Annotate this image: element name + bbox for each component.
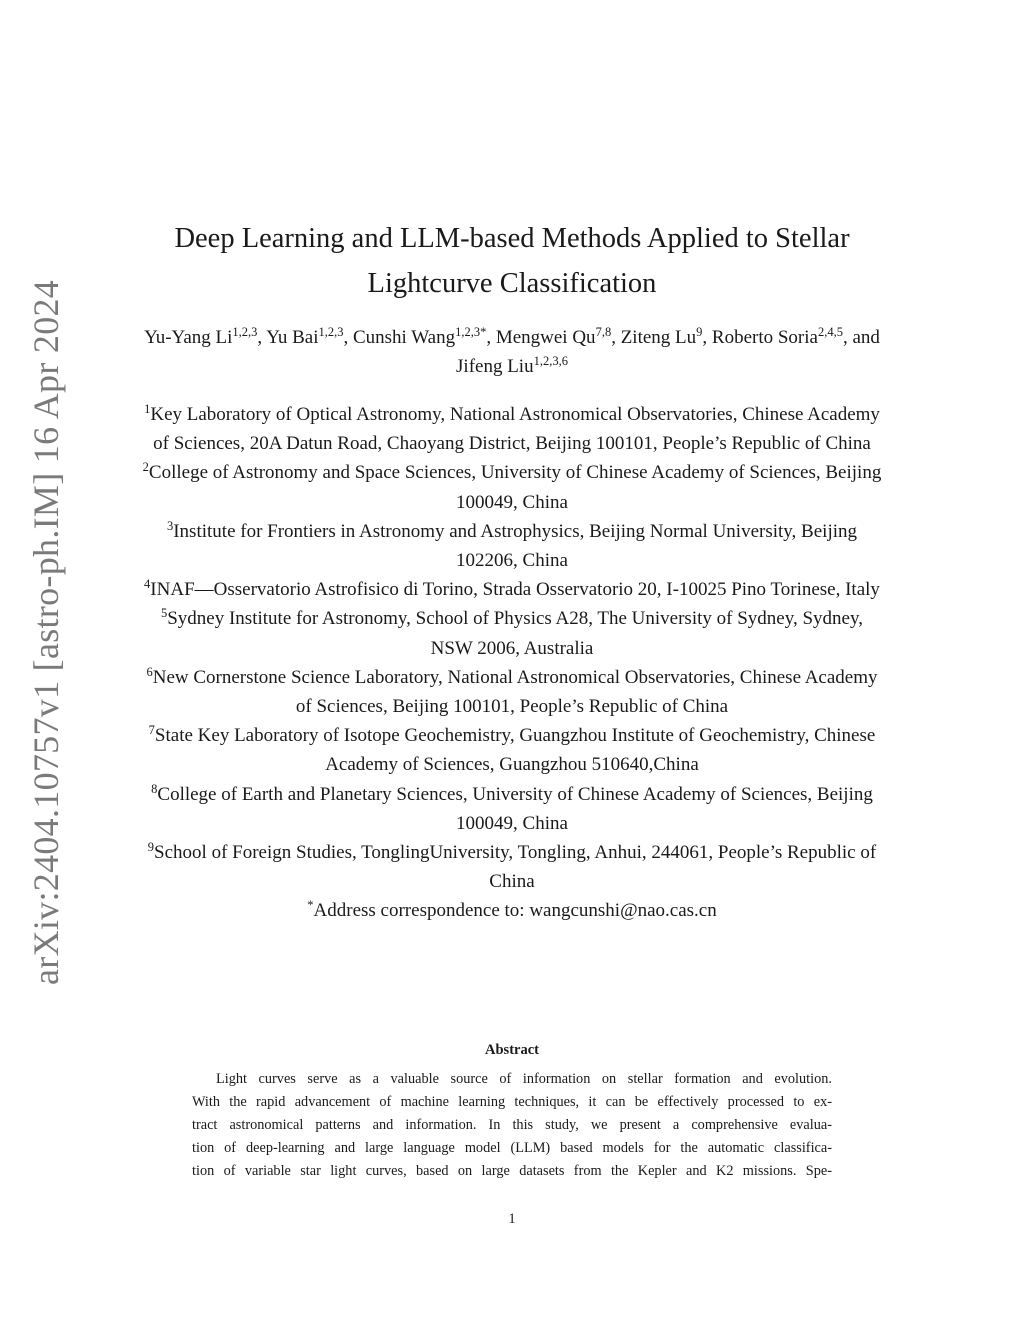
abstract-line: Light curves serve as a valuable source of information on stellar formation and evolution. <box>216 1071 832 1087</box>
page-number: 1 <box>508 1211 516 1227</box>
affiliation: $^6$New Cornerstone Science Laboratory, National Astronomical Observatories, Chinese Academy of Sciences, Beijing 100101, People’s Republic of China <box>146 664 878 718</box>
affiliation: $^7$State Key Laboratory of Isotope Geochemistry, Guangzhou Institute of Geochemistry, Chinese Academy of Sciences, Guangzhou 510640,China <box>148 723 876 776</box>
abstract-heading: Abstract <box>485 1042 539 1058</box>
affiliation: $^2$College of Astronomy and Space Sciences, University of Chinese Academy of Sciences, Beijing 100049, China <box>142 460 882 513</box>
correspondence-note: *Address correspondence to: wangcunshi@nao.cas.cn <box>307 898 717 922</box>
author-list <box>140 323 884 381</box>
affiliation: $^5$Sydney Institute for Astronomy, School of Physics A28, The University of Sydney, Sydney, NSW 2006, Australia <box>160 606 863 659</box>
author: Yu Bai$^{1,2,3}$, <box>266 325 353 348</box>
affiliation-list <box>140 400 884 926</box>
abstract-line: With the rapid advancement of machine learning techniques, it can be effectively processed to ex- <box>192 1094 832 1110</box>
abstract-line: tract astronomical patterns and information. In this study, we present a comprehensive evalua- <box>192 1117 832 1133</box>
abstract-body <box>192 1068 832 1183</box>
affiliation: $^1$Key Laboratory of Optical Astronomy, National Astronomical Observatories, Chinese Academy of Sciences, 20A Datun Road, Chaoyang District, Beijing 100101, People’s Republic of China <box>144 402 880 455</box>
author: Roberto Soria$^{2,4,5}$, and <box>711 325 880 348</box>
author: Yu-Yang Li$^{1,2,3}$, <box>144 325 267 348</box>
affiliation: $^3$Institute for Frontiers in Astronomy and Astrophysics, Beijing Normal University, Beijing 102206, China <box>166 518 858 572</box>
abstract-line: tion of deep-learning and large language model (LLM) based models for the automatic classifica- <box>192 1140 832 1156</box>
affiliation: $^4$INAF—Osservatorio Astrofisico di Torino, Strada Osservatorio 20, I-10025 Pino Torinese, Italy <box>144 577 880 601</box>
author: Ziteng Lu$^9$, <box>620 325 712 348</box>
abstract-line: tion of variable star light curves, based on large datasets from the Kepler and K2 missions. Spe- <box>192 1163 832 1179</box>
author: Cunshi Wang$^{1,2,3*}$, <box>352 325 496 348</box>
title-line-1: Deep Learning and LLM-based Methods Applied to Stellar <box>174 223 850 254</box>
affiliation: $^9$School of Foreign Studies, TonglingUniversity, Tongling, Anhui, 244061, People’s Republic of China <box>147 840 877 893</box>
paper-title <box>140 216 884 306</box>
author: Jifeng Liu$^{1,2,3,6}$ <box>456 354 568 377</box>
title-line-2: Lightcurve Classification <box>367 268 657 299</box>
arxiv-identifier-stamp: arXiv:2404.10757v1 [astro-ph.IM] 16 Apr 2024 <box>26 279 66 985</box>
affiliation: $^8$College of Earth and Planetary Sciences, University of Chinese Academy of Sciences, Beijing 100049, China <box>151 781 873 834</box>
author: Mengwei Qu$^{7,8}$, <box>495 325 621 348</box>
